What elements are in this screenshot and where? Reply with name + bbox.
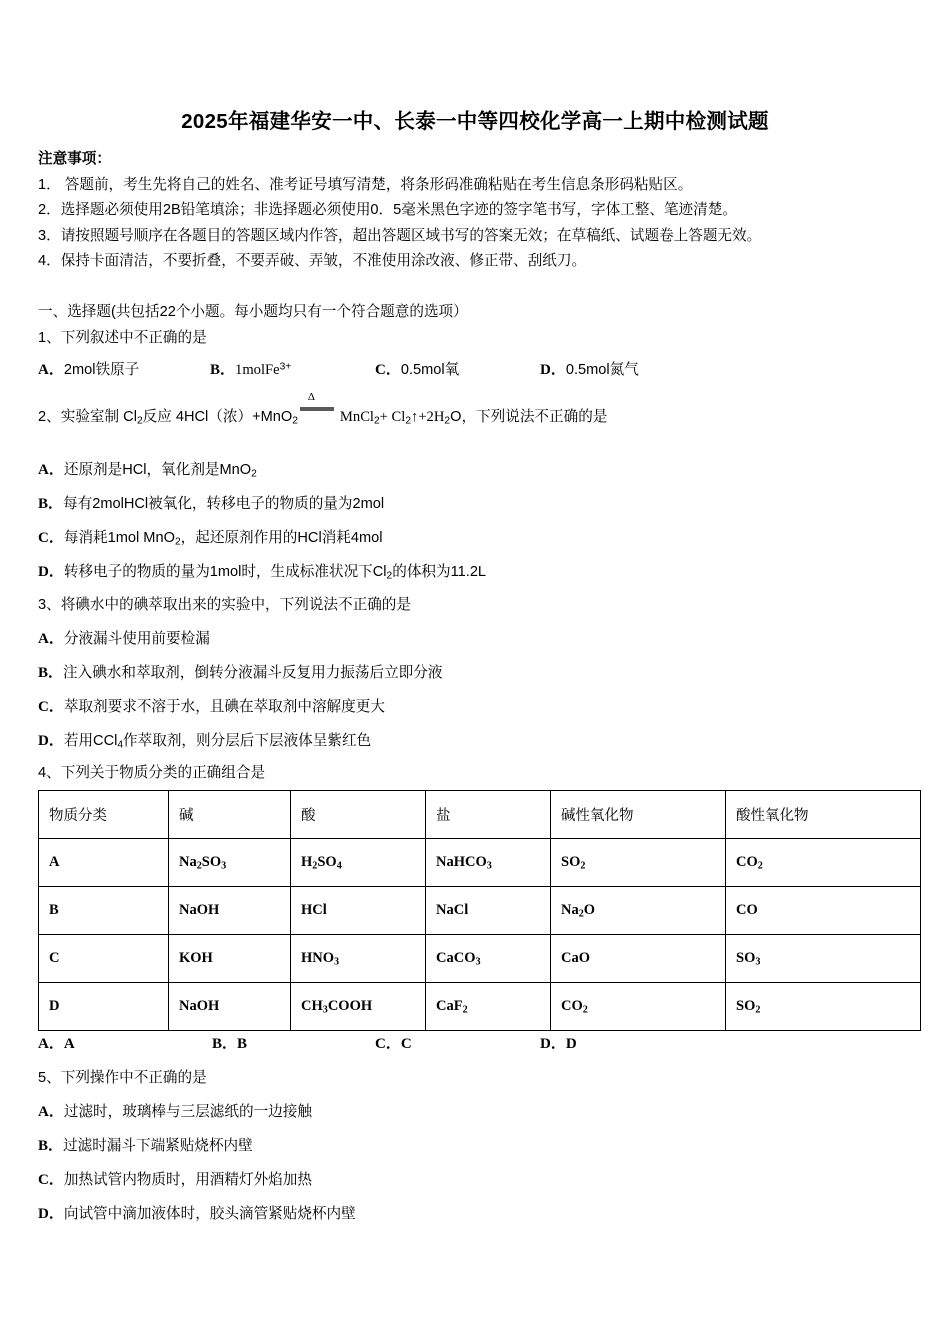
row-key: D bbox=[39, 983, 169, 1031]
question-5-option-B[interactable]: B．过滤时漏斗下端紧贴烧杯内壁 bbox=[38, 1138, 253, 1154]
question-3-option-A[interactable]: A．分液漏斗使用前要检漏 bbox=[38, 631, 210, 647]
delta-icon: Δ bbox=[307, 391, 315, 403]
reaction-condition-arrow bbox=[298, 391, 340, 421]
table-row bbox=[39, 887, 921, 935]
cell-acidic-oxide: $CO_2$ bbox=[726, 839, 921, 887]
table-row bbox=[39, 839, 921, 887]
classification-table-wrap bbox=[38, 790, 920, 1031]
question-5-option-C[interactable]: C．加热试管内物质时，用酒精灯外焰加热 bbox=[38, 1172, 312, 1188]
notice-item-3: 3．请按照题号顺序在各题目的答题区域内作答，超出答题区域书写的答案无效；在草稿纸、试题卷上答题无效。 bbox=[38, 227, 762, 244]
cell-acid: $HNO_3$ bbox=[291, 935, 426, 983]
cell-acid: $H_2SO_4$ bbox=[291, 839, 426, 887]
cell-base: NaOH bbox=[169, 983, 291, 1031]
notice-block bbox=[38, 147, 918, 275]
cell-salt: CaCO$_3$ bbox=[426, 935, 551, 983]
cell-basic-oxide: $Na_2O$ bbox=[551, 887, 726, 935]
question-5-stem: 5、下列操作中不正确的是 bbox=[38, 1070, 207, 1086]
classification-table bbox=[38, 790, 921, 1031]
option-4-B[interactable]: B．B bbox=[212, 1036, 248, 1052]
notice-item-2: 2．选择题必须使用2B铅笔填涂；非选择题必须使用0．5毫米黑色字迹的签字笔书写，字体工整、笔迹清楚。 bbox=[38, 202, 737, 218]
question-2-number: 2、 bbox=[38, 409, 61, 425]
cell-base: $Na_2SO_3$ bbox=[169, 839, 291, 887]
question-2-option-C[interactable]: C．每消耗1mol MnO$_2$，起还原剂作用的HCl消耗4mol bbox=[38, 530, 383, 548]
option-1-C[interactable]: C．0.5mol氧 bbox=[375, 362, 460, 378]
notice-heading: 注意事项： bbox=[38, 151, 111, 167]
col-header-salt: 盐 bbox=[426, 791, 551, 839]
cell-base: KOH bbox=[169, 935, 291, 983]
question-4-stem: 4、下列关于物质分类的正确组合是 bbox=[38, 765, 266, 781]
col-header-base: 碱 bbox=[169, 791, 291, 839]
option-4-D[interactable]: D．D bbox=[540, 1036, 577, 1052]
question-3-option-C[interactable]: C．萃取剂要求不溶于水，且碘在萃取剂中溶解度更大 bbox=[38, 699, 385, 715]
question-3-stem: 3、将碘水中的碘萃取出来的实验中，下列说法不正确的是 bbox=[38, 597, 411, 613]
page-title: 2025年福建华安一中、长泰一中等四校化学高一上期中检测试题 bbox=[181, 110, 769, 133]
table-row bbox=[39, 983, 921, 1031]
cell-salt: NaHCO$_3$ bbox=[426, 839, 551, 887]
cell-acid: $CH_3COOH$ bbox=[291, 983, 426, 1031]
option-4-A[interactable]: A．A bbox=[38, 1036, 75, 1052]
row-key: C bbox=[39, 935, 169, 983]
table-header-row bbox=[39, 791, 921, 839]
question-5-option-D[interactable]: D．向试管中滴加液体时，胶头滴管紧贴烧杯内壁 bbox=[38, 1206, 356, 1222]
row-key: B bbox=[39, 887, 169, 935]
arrow-bar bbox=[300, 407, 334, 411]
cell-acidic-oxide: CO bbox=[726, 887, 921, 935]
cell-basic-oxide: CaO bbox=[551, 935, 726, 983]
question-4-number: 4、 bbox=[38, 765, 61, 781]
col-header-acid: 酸 bbox=[291, 791, 426, 839]
cell-basic-oxide: $SO_2$ bbox=[551, 839, 726, 887]
question-2-option-A[interactable]: A．还原剂是HCl，氧化剂是MnO$_2$ bbox=[38, 462, 257, 480]
cell-acid: HCl bbox=[291, 887, 426, 935]
col-header-acidic-oxide: 酸性氧化物 bbox=[726, 791, 921, 839]
cell-acidic-oxide: $SO_3$ bbox=[726, 935, 921, 983]
cell-salt: NaCl bbox=[426, 887, 551, 935]
notice-item-1: 1． 答题前，考生先将自己的姓名、准考证号填写清楚，将条形码准确粘贴在考生信息条形码粘贴区。 bbox=[38, 176, 693, 193]
question-1-number: 1、 bbox=[38, 330, 61, 346]
question-2-option-D[interactable]: D．转移电子的物质的量为1mol时，生成标准状况下$Cl_2$的体积为11.2L bbox=[38, 564, 487, 582]
cell-acidic-oxide: $SO_2$ bbox=[726, 983, 921, 1031]
question-5-number: 5、 bbox=[38, 1070, 61, 1086]
question-5-option-A[interactable]: A．过滤时，玻璃棒与三层滤纸的一边接触 bbox=[38, 1104, 312, 1120]
cell-base: NaOH bbox=[169, 887, 291, 935]
cell-salt: CaF$_2$ bbox=[426, 983, 551, 1031]
notice-item-4: 4．保持卡面清洁，不要折叠，不要弄破、弄皱，不准使用涂改液、修正带、刮纸刀。 bbox=[38, 253, 587, 269]
question-3-option-D[interactable]: D．若用CCl$_4$作萃取剂，则分层后下层液体呈紫红色 bbox=[38, 733, 372, 751]
question-2-option-B[interactable]: B．每有2molHCl被氧化，转移电子的物质的量为2mol bbox=[38, 496, 385, 512]
question-3-option-B[interactable]: B．注入碘水和萃取剂，倒转分液漏斗反复用力振荡后立即分液 bbox=[38, 665, 443, 681]
question-1-text: 下列叙述中不正确的是 bbox=[60, 330, 207, 346]
cell-basic-oxide: $CO_2$ bbox=[551, 983, 726, 1031]
option-1-D[interactable]: D．0.5mol氮气 bbox=[540, 362, 639, 378]
col-header-basic-oxide: 碱性氧化物 bbox=[551, 791, 726, 839]
row-key: A bbox=[39, 839, 169, 887]
option-1-A[interactable]: A．2mol铁原子 bbox=[38, 362, 140, 378]
section-heading-choice: 一、选择题(共包括22个小题。每小题均只有一个符合题意的选项） bbox=[38, 304, 468, 320]
table-row bbox=[39, 935, 921, 983]
option-1-B[interactable]: B．1molFe$^{3+}$ bbox=[210, 361, 292, 378]
question-2-stem: 2、实验室制 $Cl_2$反应 4HCl（浓）+MnO$_2$ Δ MnCl$_2$+ $Cl_2↑+2H_2O$，下列说法不正确的是 bbox=[38, 391, 608, 427]
col-header-category: 物质分类 bbox=[39, 791, 169, 839]
question-1-stem bbox=[38, 326, 207, 347]
question-3-number: 3、 bbox=[38, 597, 61, 613]
option-4-C[interactable]: C．C bbox=[375, 1036, 412, 1052]
